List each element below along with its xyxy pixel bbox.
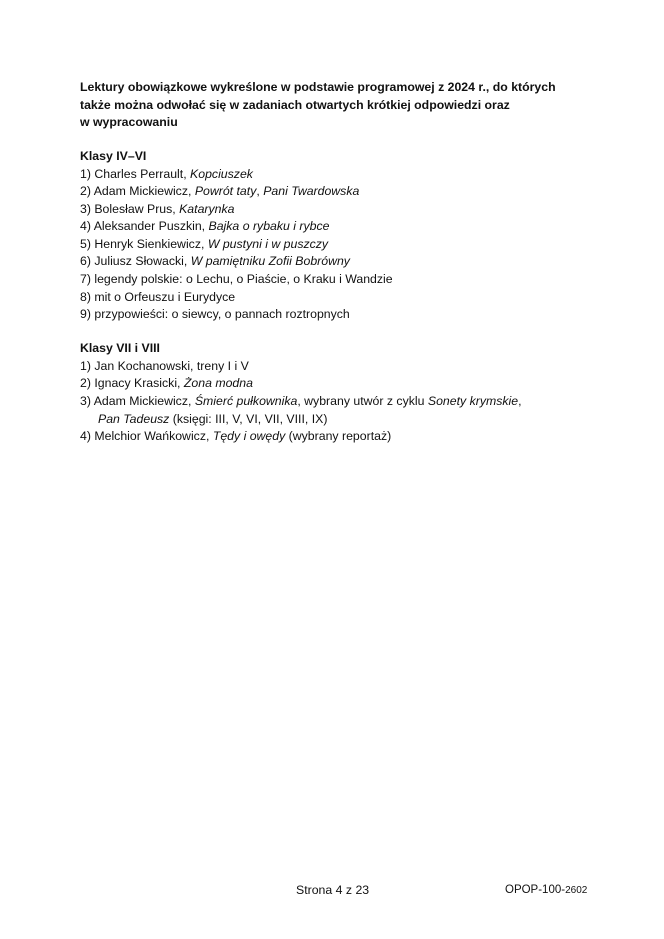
- section-title: Klasy VII i VIII: [80, 340, 160, 355]
- list-item: [80, 201, 600, 219]
- item-number: 3): [80, 201, 91, 216]
- item-author: Adam Mickiewicz,: [93, 394, 195, 409]
- item-author: Charles Perrault,: [94, 166, 191, 181]
- heading-line: Lektury obowiązkowe wykreślone w podstawie programowej z 2024 r., do których: [80, 80, 556, 94]
- page-body: [80, 79, 600, 446]
- item-author: Juliusz Słowacki,: [94, 254, 191, 269]
- item-number: 3): [80, 394, 91, 409]
- list-item: [80, 236, 600, 254]
- item-author: Adam Mickiewicz,: [93, 184, 195, 199]
- work-title: Kopciuszek: [190, 166, 253, 181]
- work-title: Bajka o rybaku i rybce: [208, 219, 330, 234]
- item-author: Ignacy Krasicki,: [94, 376, 184, 391]
- section-title: Klasy IV–VI: [80, 148, 147, 163]
- item-author: Bolesław Prus,: [94, 201, 180, 216]
- item-text: , wybrany utwór z cyklu: [297, 394, 428, 409]
- page-number: Strona 4 z 23: [296, 883, 370, 897]
- list-item: [80, 375, 600, 393]
- reading-list: [80, 358, 600, 446]
- item-author: Aleksander Puszkin,: [93, 219, 209, 234]
- item-text: ,: [518, 394, 522, 409]
- item-author: Jan Kochanowski, treny I i V: [94, 358, 249, 373]
- heading-line: w wypracowaniu: [80, 115, 178, 129]
- item-number: 2): [80, 184, 91, 199]
- item-number: 5): [80, 236, 91, 251]
- item-text: ,: [256, 184, 264, 199]
- work-title: Tędy i owędy: [212, 429, 286, 444]
- heading-line: także można odwołać się w zadaniach otwartych krótkiej odpowiedzi oraz: [80, 97, 510, 112]
- item-author: Melchior Wańkowicz,: [94, 429, 213, 444]
- list-item: [80, 306, 600, 324]
- document-code: [505, 884, 587, 896]
- work-title: Pani Twardowska: [263, 184, 360, 199]
- list-item: [80, 358, 600, 376]
- list-item: [80, 289, 600, 307]
- list-item: [80, 183, 600, 201]
- document-code-suffix: 2602: [565, 885, 588, 896]
- item-number: 1): [80, 166, 91, 181]
- list-item: [80, 166, 600, 184]
- work-title: W pustyni i w puszczy: [207, 236, 329, 251]
- item-text: (księgi: III, V, VI, VII, VIII, IX): [169, 411, 328, 426]
- reading-list: [80, 166, 600, 324]
- item-continuation: [80, 411, 600, 429]
- item-number: 6): [80, 254, 91, 269]
- item-number: 2): [80, 376, 91, 391]
- item-number: 4): [80, 429, 91, 444]
- item-number: 7): [80, 272, 91, 287]
- reading-list-section: [80, 339, 600, 446]
- list-item: [80, 218, 600, 236]
- item-text: (wybrany reportaż): [285, 429, 392, 444]
- work-title: Katarynka: [179, 201, 235, 216]
- item-author: przypowieści: o siewcy, o pannach roztropnych: [94, 307, 350, 322]
- item-number: 9): [80, 307, 91, 322]
- document-code-main: OPOP-100-: [505, 884, 566, 896]
- list-item: [80, 428, 600, 446]
- item-author: legendy polskie: o Lechu, o Piaście, o Kraku i Wandzie: [94, 272, 393, 287]
- item-number: 4): [80, 219, 91, 234]
- reading-list-section: [80, 147, 600, 324]
- item-author: mit o Orfeuszu i Eurydyce: [94, 289, 236, 304]
- list-item: [80, 271, 600, 289]
- work-title: W pamiętniku Zofii Bobrówny: [190, 254, 350, 269]
- item-author: Henryk Sienkiewicz,: [94, 236, 208, 251]
- item-number: 8): [80, 289, 91, 304]
- work-title: Sonety krymskie: [427, 394, 519, 409]
- list-item: [80, 393, 600, 428]
- list-item: [80, 253, 600, 271]
- item-number: 1): [80, 358, 91, 373]
- work-title: Śmierć pułkownika: [194, 394, 298, 409]
- work-title: Powrót taty: [194, 184, 257, 199]
- work-title: Pan Tadeusz: [98, 411, 170, 426]
- work-title: Żona modna: [183, 376, 253, 391]
- sections-container: [80, 147, 600, 446]
- document-heading: [80, 79, 600, 132]
